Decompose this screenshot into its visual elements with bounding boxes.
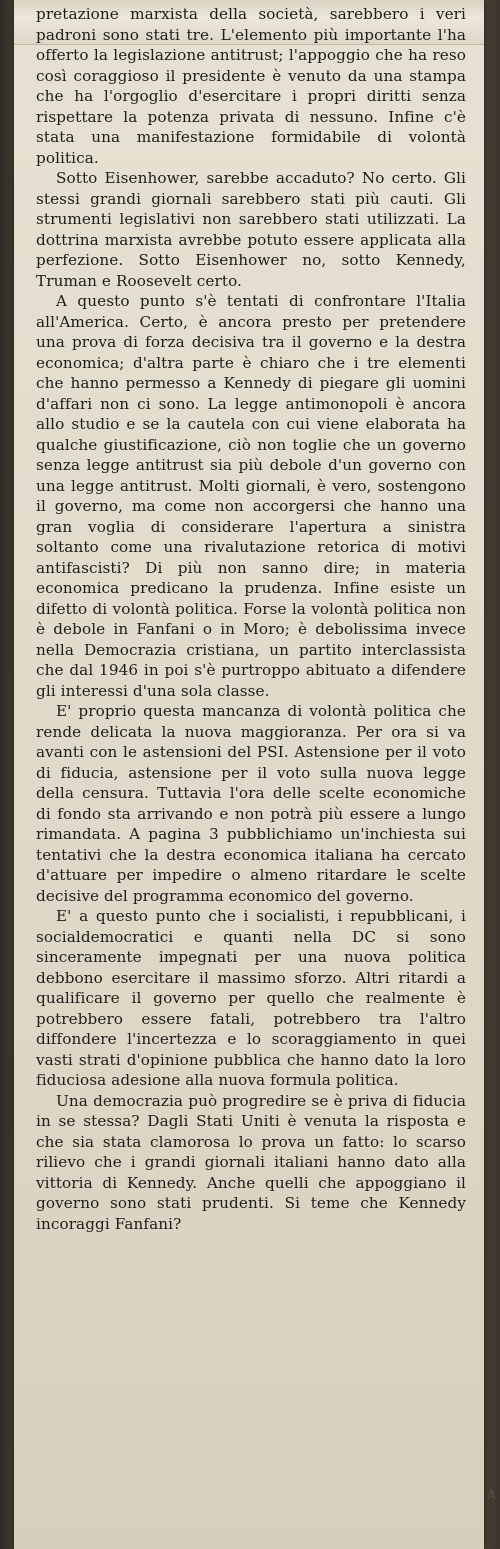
margin-mark: A <box>487 1488 496 1502</box>
newspaper-clipping <box>14 0 484 1549</box>
article-paragraph-5: E' a questo punto che i socialisti, i repubblicani, i socialdemocratici e quanti nella DC si sono sinceramente impegnati per una nuova politica debbono esercitare il massimo sforzo. Altri ritardi a qualificare il governo per quello che realmente è potrebbero essere fatali, potrebbero tra l'altro diffondere l'incertezza e lo scoraggiamento in quei vasti strati d'opinione pubblica che hanno dato la loro fiduciosa adesione alla nuova formula politica. <box>36 907 466 1089</box>
article-paragraph-6: Una democrazia può progredire se è priva di fiducia in se stessa? Dagli Stati Uniti è venuta la risposta e che sia stata clamorosa lo prova un fatto: lo scarso rilievo che i grandi giornali italiani hanno dato alla vittoria di Kennedy. Anche quelli che appoggiano il governo sono stati prudenti. Si teme che Kennedy incoraggi Fanfani? <box>36 1091 466 1233</box>
article-paragraph-3: A questo punto s'è tentati di confrontare l'Italia all'America. Certo, è ancora presto per pretendere una prova di forza decisiva tra il governo e la destra economica; d'altra parte è chiaro che i tre elementi che hanno permesso a Kennedy di piegare gli uomini d'affari non ci sono. La legge antimonopoli è ancora allo studio e se la cautela con cui viene elaborata ha qualche giustificazione, ciò non toglie che un governo senza legge antitrust sia più debole d'un governo con una legge antitrust. Molti giornali, è vero, sostengono il governo, ma come non accorgersi che hanno una gran voglia di considerare l'apertura a sinistra soltanto come una rivalutazione retorica di motivi antifascisti? Di più non sanno dire; in materia economica predicano la prudenza. Infine esiste un difetto di volontà politica. Forse la volontà politica non è debole in Fanfani o in Moro; è debolissima invece nella Democrazia cristiana, un partito interclassista che dal 1946 in poi s'è purtroppo abituato a difendere gli interessi d'una sola classe. <box>36 292 466 700</box>
article-paragraph-4: E' proprio questa mancanza di volontà politica che rende delicata la nuova maggioranza. Per ora si va avanti con le astensioni del PSI. Astensione per il voto di fiducia, astensione per il voto sulla nuova legge della censura. Tuttavia l'ora delle scelte economiche di fondo sta arrivando e non potrà più essere a lungo rimandata. A pagina 3 pubblichiamo un'inchiesta sui tentativi che la destra economica italiana ha cercato d'attuare per impedire o almeno ritardare le scelte decisive del programma economico del governo. <box>36 702 466 905</box>
article-paragraph-2: Sotto Eisenhower, sarebbe accaduto? No certo. Gli stessi grandi giornali sarebbero stati più cauti. Gli strumenti legislativi non sarebbero stati utilizzati. La dottrina marxista avrebbe potuto essere applicata alla perfezione. Sotto Eisenhower no, sotto Kennedy, Truman e Roosevelt certo. <box>36 169 466 290</box>
article-paragraph-1: pretazione marxista della società, sarebbero i veri padroni sono stati tre. L'elemento più importante l'ha offerto la legislazione antitrust; l'appoggio che ha reso così coraggioso il presidente è venuto da una stampa che ha l'orgoglio d'esercitare i propri diritti senza rispettare la potenza privata di nessuno. Infine c'è stata una manifestazione formidabile di volontà politica. <box>36 5 466 167</box>
article-body <box>36 4 466 1234</box>
